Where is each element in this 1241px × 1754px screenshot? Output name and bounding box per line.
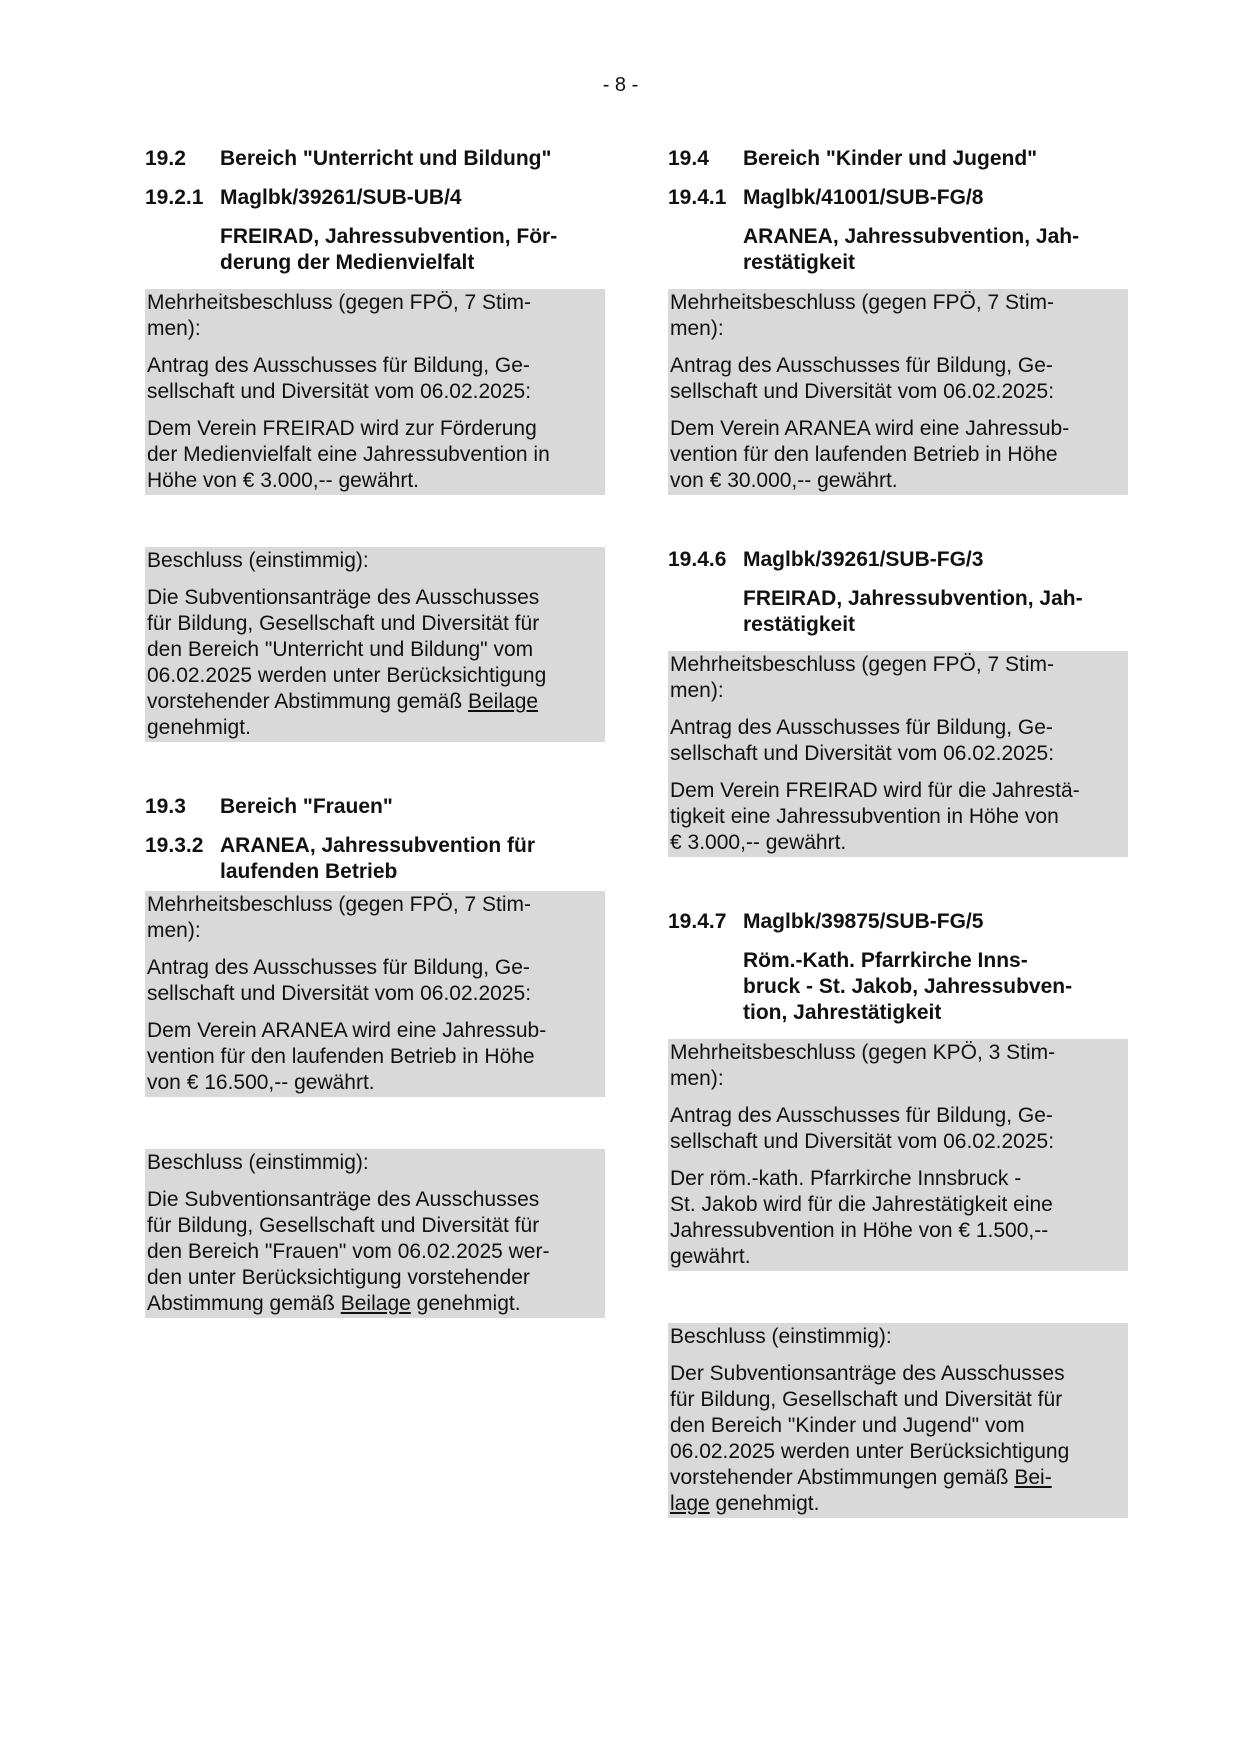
vote-result: Mehrheitsbeschluss (gegen FPÖ, 7 Stim- men): [670,291,1054,340]
resolution-heading: Beschluss (einstimmig): [147,1151,369,1174]
item-reference: Maglbk/41001/SUB-FG/8 [743,186,984,209]
resolution-heading: Beschluss (einstimmig): [147,549,369,572]
item-subject: ARANEA, Jahressubvention, Jah- restätigkeit [743,225,1080,274]
item-reference: Maglbk/39261/SUB-FG/3 [743,548,984,571]
grant-text: Der röm.-kath. Pfarrkirche Innsbruck - St. Jakob wird für die Jahrestätigkeit eine Jahressubvention in Höhe von € 1.500,-- gewährt. [670,1167,1053,1268]
motion-text: Antrag des Ausschusses für Bildung, Ge- sellschaft und Diversität vom 06.02.2025: [670,716,1055,765]
item-heading-19-4-1 [668,185,1128,211]
attachment-link[interactable]: Beilage [468,690,539,713]
section-title: Bereich "Unterricht und Bildung" [220,147,552,170]
resolution-box-19-3-2 [145,891,605,1097]
right-column [668,146,1128,1518]
section-heading-19-2 [145,146,605,172]
resolution-box-19-4-7 [668,1039,1128,1271]
item-reference: Maglbk/39261/SUB-UB/4 [220,186,462,209]
grant-text: Dem Verein ARANEA wird eine Jahressub- vention für den laufenden Betrieb in Höhe von € 16.500,-- gewährt. [147,1019,547,1094]
resolution-text: Der Subventionsanträge des Ausschusses für Bildung, Gesellschaft und Diversität für den Bereich "Kinder und Jugend" vom 06.02.2025 werden unter Berücksichtigung vorstehender Abstimmungen gemäß Bei- lage genehmigt. [670,1362,1070,1515]
motion-text: Antrag des Ausschusses für Bildung, Ge- sellschaft und Diversität vom 06.02.2025: [670,1104,1055,1153]
item-subject: Röm.-Kath. Pfarrkirche Inns- bruck - St. Jakob, Jahressubven- tion, Jahrestätigkeit [743,949,1073,1024]
resolution-heading: Beschluss (einstimmig): [670,1325,892,1348]
item-heading-19-2-1 [145,185,605,211]
item-number: 19.4.1 [668,186,727,209]
section-number: 19.4 [668,147,709,170]
vote-result: Mehrheitsbeschluss (gegen FPÖ, 7 Stim- men): [147,291,531,340]
resolution-text: Die Subventionsanträge des Ausschusses für Bildung, Gesellschaft und Diversität für den Bereich "Frauen" vom 06.02.2025 wer- den unter Berücksichtigung vorstehender Abstimmung gemäß Beilage genehmigt. [147,1188,550,1315]
item-subject: FREIRAD, Jahressubvention, För- derung der Medienvielfalt [220,225,558,274]
resolution-box-19-4-1 [668,289,1128,495]
motion-text: Antrag des Ausschusses für Bildung, Ge- sellschaft und Diversität vom 06.02.2025: [147,956,532,1005]
item-number: 19.2.1 [145,186,204,209]
item-heading-19-3-2 [145,833,605,885]
vote-result: Mehrheitsbeschluss (gegen KPÖ, 3 Stim- men): [670,1041,1056,1090]
attachment-link[interactable]: Bei- [1014,1466,1052,1489]
resolution-box-19-2-1 [145,289,605,495]
section-heading-19-4 [668,146,1128,172]
item-number: 19.4.6 [668,548,727,571]
section-number: 19.2 [145,147,186,170]
section-number: 19.3 [145,795,186,818]
item-heading-19-4-7 [668,909,1128,935]
grant-text: Dem Verein ARANEA wird eine Jahressub- vention für den laufenden Betrieb in Höhe von € 30.000,-- gewährt. [670,417,1070,492]
grant-text: Dem Verein FREIRAD wird für die Jahrestä- tigkeit eine Jahressubvention in Höhe von € 3.000,-- gewährt. [670,779,1080,854]
vote-result: Mehrheitsbeschluss (gegen FPÖ, 7 Stim- men): [670,653,1054,702]
resolution-summary-19-4 [668,1323,1128,1518]
item-number: 19.4.7 [668,910,727,933]
resolution-summary-19-2 [145,547,605,742]
section-title: Bereich "Frauen" [220,795,393,818]
attachment-link-cont[interactable]: lage [670,1492,710,1515]
item-number: 19.3.2 [145,834,204,857]
vote-result: Mehrheitsbeschluss (gegen FPÖ, 7 Stim- men): [147,893,531,942]
section-heading-19-3 [145,794,605,820]
left-column [145,146,605,1318]
motion-text: Antrag des Ausschusses für Bildung, Ge- sellschaft und Diversität vom 06.02.2025: [147,354,532,403]
motion-text: Antrag des Ausschusses für Bildung, Ge- sellschaft und Diversität vom 06.02.2025: [670,354,1055,403]
page-number: - 8 - [602,74,639,96]
item-reference: Maglbk/39875/SUB-FG/5 [743,910,984,933]
item-title: ARANEA, Jahressubvention für laufenden Betrieb [220,834,536,883]
item-subject: FREIRAD, Jahressubvention, Jah- restätigkeit [743,587,1083,636]
grant-text: Dem Verein FREIRAD wird zur Förderung der Medienvielfalt eine Jahressubvention in Höhe von € 3.000,-- gewährt. [147,417,550,492]
resolution-text: Die Subventionsanträge des Ausschusses für Bildung, Gesellschaft und Diversität für den Bereich "Unterricht und Bildung" vom 06.02.2025 werden unter Berücksichtigung vorstehender Abstimmung gemäß Beilage genehmigt. [147,586,547,739]
item-heading-19-4-6 [668,547,1128,573]
section-title: Bereich "Kinder und Jugend" [743,147,1038,170]
resolution-summary-19-3 [145,1149,605,1318]
attachment-link[interactable]: Beilage [340,1292,411,1315]
resolution-box-19-4-6 [668,651,1128,857]
